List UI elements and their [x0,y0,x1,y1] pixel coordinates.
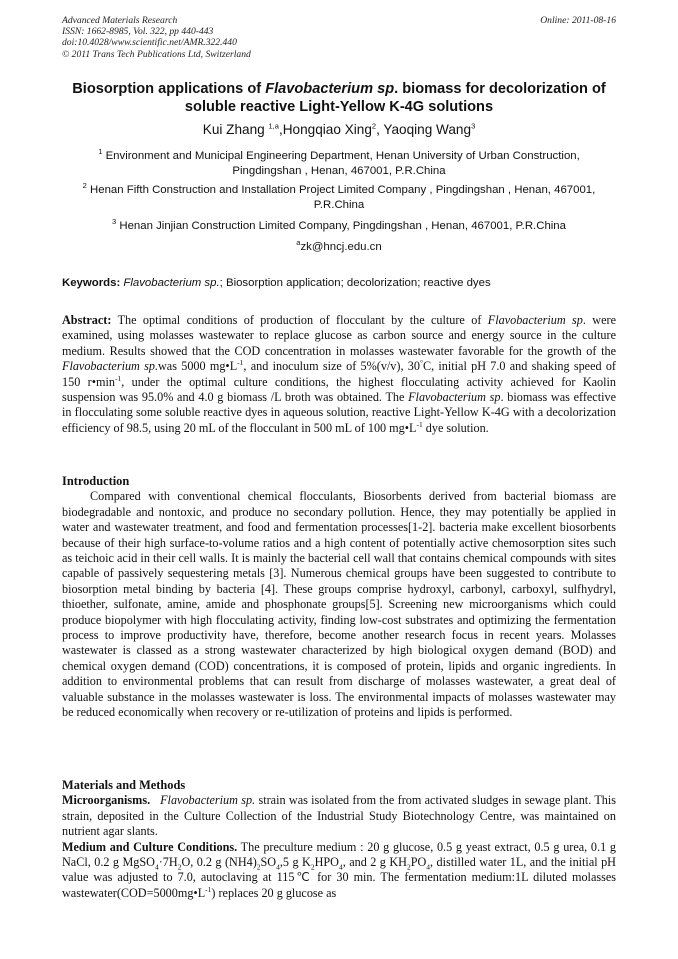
abstract-organism-1: Flavobacterium sp [487,313,583,327]
methods-section [62,778,616,901]
author-list [62,121,616,139]
paper-title [62,80,616,116]
journal-doi: doi:10.4028/www.scientific.net/AMR.322.440 [62,37,237,49]
affiliation-2 [72,183,606,213]
keywords [62,276,616,291]
affiliation-2-text: Henan Fifth Construction and Installation Project Limited Company , Pingdingshan , Henan, 467001, P.R.China [90,184,596,211]
abstract-text-1: The optimal conditions of production of flocculant by the culture of [111,313,488,327]
medium-text-4: SO [260,855,277,870]
journal-name: Advanced Materials Research [62,15,178,26]
keywords-rest: ; Biosorption application; decolorization; reactive dyes [219,277,491,289]
medium-text-8: PO [410,855,427,870]
affiliation-1-num: 1 [98,147,103,157]
medium-sub-6: 4 [338,862,343,872]
medium-sub-3: 2 [256,862,261,872]
abstract-sup-4: -1 [416,419,423,429]
title-organism: Flavobacterium sp [265,81,395,97]
title-post: . biomass for decolorization of soluble reactive Light-Yellow K-4G solutions [184,81,606,115]
affiliation-1-text: Environment and Municipal Engineering Department, Henan University of Urban Construction, Pingdingshan , Henan, 467001, P.R.China [105,150,580,177]
abstract-label: Abstract: [62,313,112,327]
microorganisms-paragraph [62,793,616,839]
author-1-sup: 1,a [268,121,279,131]
medium-text-3: O, 0.2 g (NH4) [181,855,257,870]
abstract-organism-2: Flavobacterium sp. [62,359,158,374]
medium-text-2: ·7H [158,855,178,870]
medium-sub-2: 2 [177,862,182,872]
journal-issn: ISSN: 1662-8985, Vol. 322, pp 440-443 [62,26,214,38]
medium-sub-7: 2 [406,862,411,872]
abstract-sup-1: -1 [237,358,244,368]
author-3: , Yaoqing Wang [376,122,472,137]
email-sup: a [296,238,301,248]
introduction-section [62,474,616,721]
journal-header [62,15,616,60]
medium-text-10: ) replaces 20 g glucose as [211,885,337,900]
medium-sub-4: 4 [276,862,280,872]
affiliation-3 [72,219,606,234]
email-address: zk@hncj.edu.cn [300,241,382,253]
abstract-organism-3: Flavobacterium sp [408,390,501,405]
medium-sup-1: -1 [205,884,212,894]
journal-copyright: © 2011 Trans Tech Publications Ltd, Switzerland [62,48,251,60]
medium-paragraph [62,840,616,902]
abstract-text-2: . were examined, using molasses wastewater to replace glucose as carbon source and energy source in the culture medium. Results showed that the COD concentration in molasses wastewater favorable for the growth of the [62,313,616,358]
author-2: ,Hongqiao Xing [278,122,372,137]
abstract [62,313,616,436]
medium-text-5: ,5 g K [279,855,311,870]
keywords-label: Keywords: [62,277,121,289]
abstract-text-5: C, initial pH 7.0 and shaking speed of 150 r•min [62,359,616,389]
microorganisms-label: Microorganisms. [62,793,151,808]
medium-text-6: HPO [314,855,339,870]
author-3-sup: 3 [471,121,476,131]
introduction-paragraph: Compared with conventional chemical flocculants, Biosorbents derived from bacterial biomass are biodegradable and nontoxic, and produce no secondary pollution. Hence, they may potentially be applied in water and wastewater treatment, and food and fermentation processes[1-2]. bacteria make excellent biosorbents because of their high surface-to-volume ratios and a high content of potentially active chemosorption sites such as teichoic acid in their cell walls. It is mainly the bacterial cell wall that contains chemical compounds with sites capable of passively sequestering metals [3]. Numerous chemical groups have been suggested to contribute to biosorption metal binding by bacteria [4]. These groups comprise hydroxyl, carbonyl, carboxyl, sulfhydryl, thioether, sulfonate, amine, amide and phosphonate groups[5]. Screening new microorganisms which could produce biopolymer with high flocculating activity, finding low-cost substrates and optimizing the fermentation process to improve productivity have, therefore, become another research focus in recent years. Molasses wastewater is classed as a strong wastewater characterized by high biological oxygen demand (BOD) and chemical oxygen demand (COD) concentrations, it is composed of protein, lipids and organic ingredients. In addition to environmental problems that can result from discharge of molasses wastewater, a great deal of valuable substance in the molasses wastewater is loss. The environmental impacts of molasses wastewater may be reduced economically when recovery or re-utilization of proteins and lipids is performed. [62,489,616,720]
abstract-sup-3: -1 [114,373,122,383]
author-1: Kui Zhang [202,122,269,137]
abstract-text-3: was 5000 mg•L [158,359,238,374]
methods-heading: Materials and Methods [62,778,186,792]
online-date: Online: 2011-08-16 [540,15,616,26]
introduction-heading: Introduction [62,474,130,488]
abstract-text-4: , and inoculum size of 5%(v/v), 30 [243,359,420,374]
microorganisms-organism: Flavobacterium sp. [160,793,256,808]
title-pre: Biosorption applications of [72,81,266,97]
abstract-sup-2: ° [419,358,423,368]
medium-text-1: The preculture medium : 20 g glucose, 0.5 g yeast extract, 0.5 g urea, 0.1 g NaCl, 0.2 g MgSO [62,839,616,870]
author-2-sup: 2 [371,121,377,131]
medium-text-7: , and 2 g KH [342,855,407,870]
microorganisms-text: strain was isolated from the from activated sludges in sewage plant. This strain, deposited in the Culture Collection of the Industrial Study Biotechnology Centre, was maintained on nutrient agar slants. [62,793,617,839]
medium-text-9: , distilled water 1L, and the initial pH value was adjusted to 7.0, autoclaving at 115℃ for 30 min. The fermentation medium:1L diluted molasses wastewater(COD=5000mg•L [62,855,616,900]
affiliation-3-num: 3 [112,217,117,227]
medium-sub-5: 2 [310,862,315,872]
medium-label: Medium and Culture Conditions. [62,839,238,854]
affiliation-2-num: 2 [82,181,87,191]
affiliation-1 [72,149,606,179]
author-email [62,240,616,255]
abstract-text-6: , under the optimal culture conditions, the highest flocculating activity achieved for Kaolin suspension was 95.0% and 4.0 g biomass /L broth was obtained. The [62,374,616,405]
abstract-text-8: dye solution. [422,420,489,435]
medium-sub-8: 4 [426,862,431,872]
medium-sub-1: 4 [154,862,159,872]
abstract-text-7: . biomass was effective in flocculating some soluble reactive dyes in aqueous solution, reactive Light-Yellow K-4G with a decolorization efficiency of 98.5, using 20 mL of the flocculant in 500 mL of 100 mg•L [62,390,616,435]
affiliation-3-text: Henan Jinjian Construction Limited Company, Pingdingshan , Henan, 467001, P.R.China [119,220,566,232]
keywords-organism: Flavobacterium sp. [123,277,220,289]
